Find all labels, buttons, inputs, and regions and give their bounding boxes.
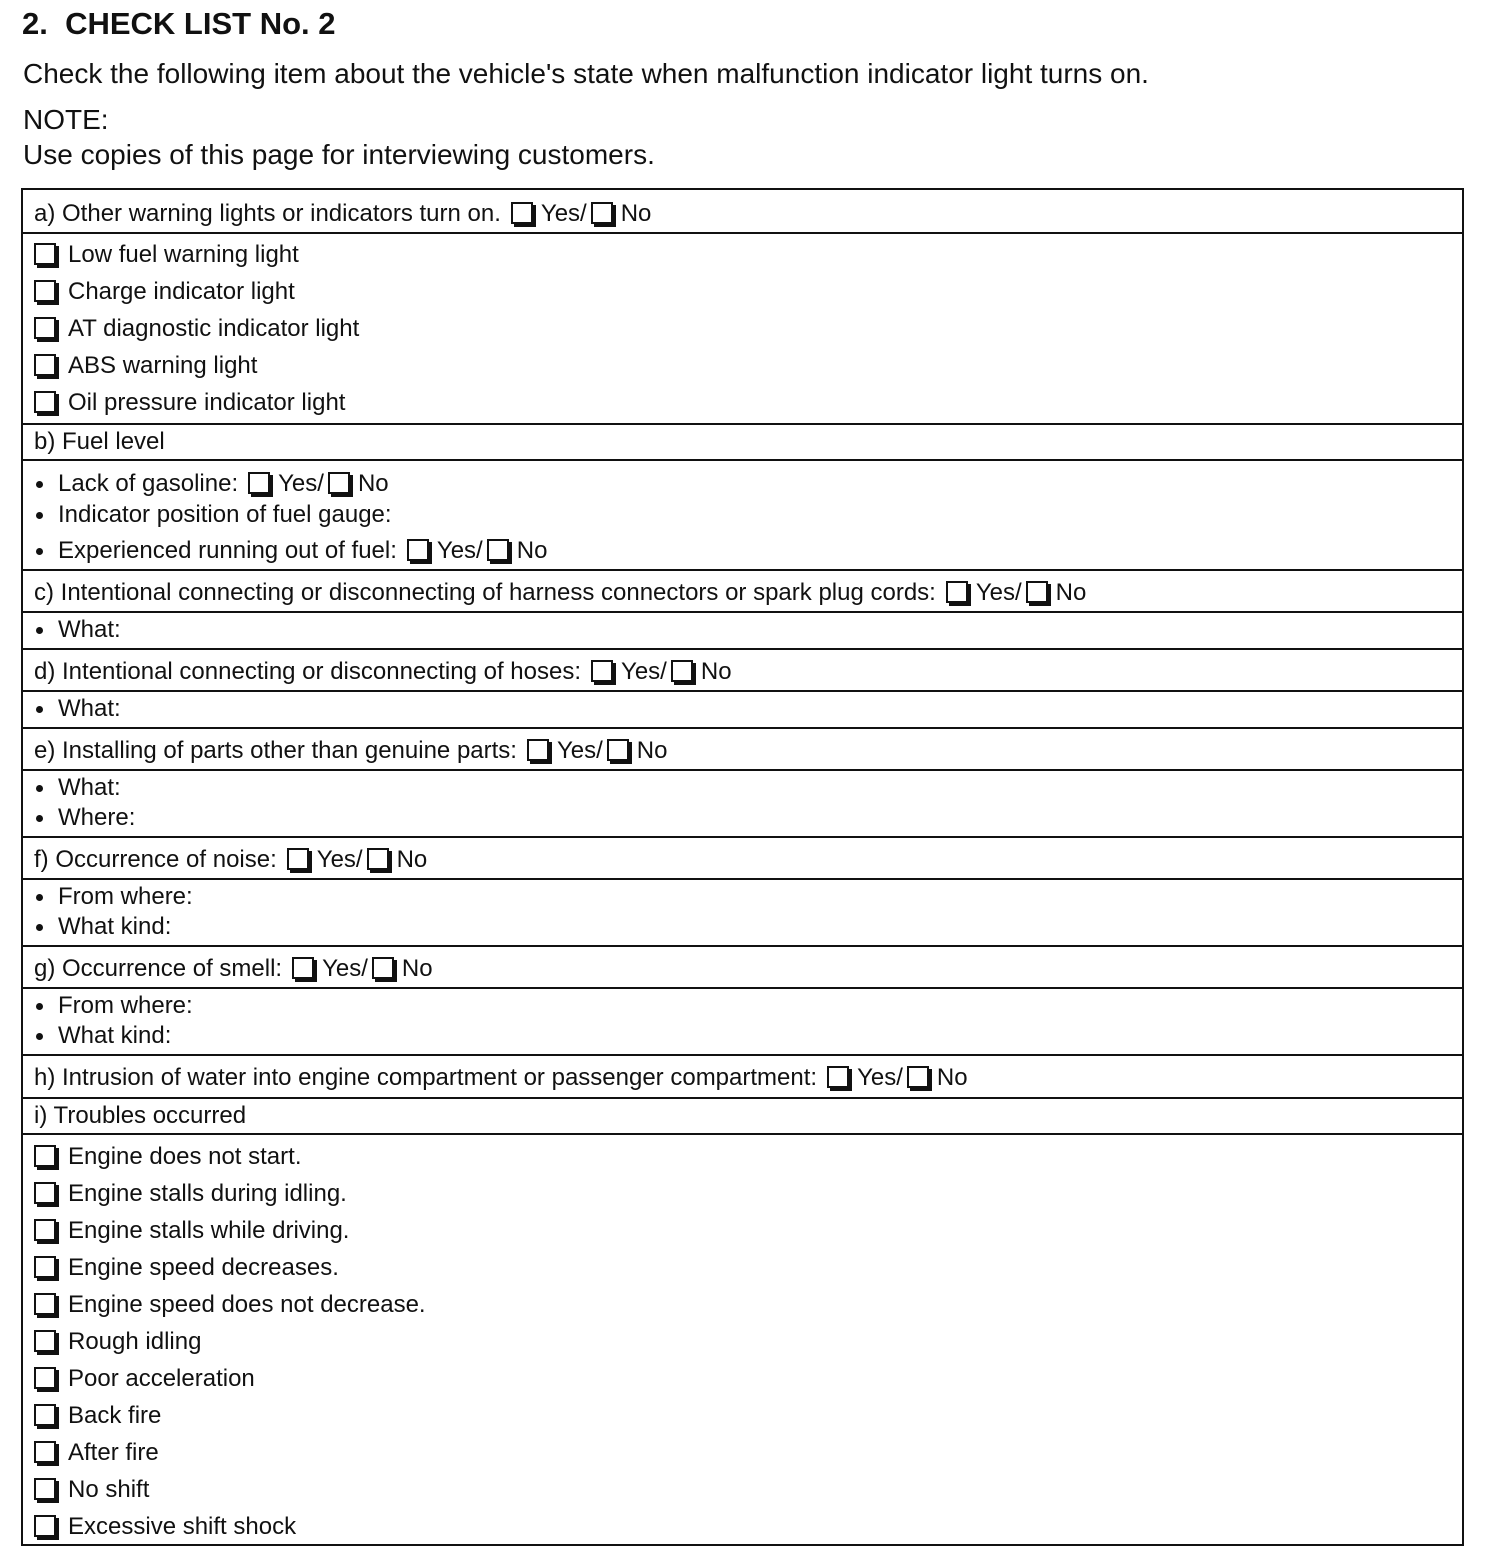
checklist-item: [34, 1439, 159, 1467]
section-e-details: [23, 771, 1462, 838]
checklist-item-label: ABS warning light: [68, 352, 258, 379]
yes-label: Yes/: [621, 658, 667, 685]
checklist-item: [34, 1217, 349, 1245]
section-g-no-checkbox[interactable]: [372, 957, 394, 979]
section-d-details: [23, 692, 1462, 729]
yes-label: Yes/: [436, 537, 483, 564]
section-d-header: [23, 650, 1462, 692]
note-text: Use copies of this page for interviewing customers.: [23, 139, 655, 170]
checklist-item-label: After fire: [68, 1439, 159, 1466]
checklist-item: [34, 1476, 149, 1504]
checklist-item-label: Low fuel warning light: [68, 241, 299, 268]
checklist-item: [34, 1254, 339, 1282]
no-label: No: [357, 470, 389, 497]
checklist-item: [34, 1328, 201, 1356]
section-f-from-where-line: [34, 883, 193, 911]
section-g-question-line: [34, 955, 433, 983]
section-b-items: [23, 461, 1462, 571]
section-c-header: [23, 571, 1462, 613]
bullet-icon: [36, 627, 43, 634]
section-f-yes-checkbox[interactable]: [287, 848, 309, 870]
bullet-icon: [36, 815, 43, 822]
bullet-icon: [36, 512, 43, 519]
bullet-icon: [36, 481, 43, 488]
section-b-heading-line: [34, 428, 165, 456]
section-b-heading: b) Fuel level: [34, 428, 165, 455]
checkbox[interactable]: [34, 1219, 56, 1241]
section-a-header: [23, 190, 1462, 234]
checkbox[interactable]: [34, 1145, 56, 1167]
checklist-item-label: Engine stalls while driving.: [68, 1217, 350, 1244]
fuel-lack-no-checkbox[interactable]: [328, 472, 350, 494]
checklist-item-label: Rough idling: [68, 1328, 202, 1355]
section-f-no-checkbox[interactable]: [367, 848, 389, 870]
fuel-ran-out-yes-checkbox[interactable]: [407, 539, 429, 561]
checkbox[interactable]: [34, 1404, 56, 1426]
checklist-item-label: Engine speed decreases.: [68, 1254, 339, 1281]
checklist-item: [34, 1180, 347, 1208]
section-g-what-kind-line: [34, 1022, 171, 1050]
checkbox[interactable]: [34, 1256, 56, 1278]
checklist-item: [34, 278, 295, 306]
no-label: No: [936, 1064, 968, 1091]
no-label: No: [401, 955, 433, 982]
section-a-items: [23, 234, 1462, 425]
check-list-table: [21, 188, 1464, 1546]
no-label: No: [700, 658, 732, 685]
checklist-item-label: Back fire: [68, 1402, 162, 1429]
checklist-item-label: Oil pressure indicator light: [68, 389, 346, 416]
bullet-icon: [36, 1033, 43, 1040]
checklist-item-label: Engine does not start.: [68, 1143, 302, 1170]
section-a-question-line: [34, 200, 651, 228]
checklist-item: [34, 1143, 301, 1171]
checklist-item-label: No shift: [68, 1476, 150, 1503]
section-c-question-line: [34, 579, 1086, 607]
page-title: 2. CHECK LIST No. 2: [22, 6, 336, 41]
checklist-item-label: AT diagnostic indicator light: [68, 315, 360, 342]
section-f-details: [23, 880, 1462, 947]
bullet-icon: [36, 785, 43, 792]
section-h-yes-checkbox[interactable]: [827, 1066, 849, 1088]
intro-text: Check the following item about the vehicle's state when malfunction indicator light turns on.: [23, 58, 1149, 89]
checklist-item-label: Engine stalls during idling.: [68, 1180, 347, 1207]
section-a-question: a) Other warning lights or indicators turn on.: [34, 200, 501, 227]
section-e-question: e) Installing of parts other than genuine parts:: [34, 737, 517, 764]
no-label: No: [516, 537, 548, 564]
section-f-what-kind-line: [34, 913, 171, 941]
yes-label: Yes/: [278, 470, 324, 497]
section-i-heading: i) Troubles occurred: [34, 1102, 247, 1129]
yes-label: Yes/: [857, 1064, 903, 1091]
section-e-where-label: Where:: [58, 804, 136, 831]
section-d-no-checkbox[interactable]: [671, 660, 693, 682]
checklist-item: [34, 241, 299, 269]
yes-label: Yes/: [540, 200, 587, 227]
fuel-lack-label: Lack of gasoline:: [58, 470, 239, 497]
fuel-ran-out-no-checkbox[interactable]: [487, 539, 509, 561]
no-label: No: [396, 846, 428, 873]
section-g-from-where-line: [34, 992, 193, 1020]
fuel-ran-out-label: Experienced running out of fuel:: [58, 537, 397, 564]
checkbox[interactable]: [34, 1441, 56, 1463]
checkbox[interactable]: [34, 243, 56, 265]
checkbox[interactable]: [34, 354, 56, 376]
checklist-item: [34, 315, 359, 343]
section-i-heading-line: [34, 1102, 246, 1130]
section-d-what-line: [34, 695, 121, 723]
fuel-gauge-label: Indicator position of fuel gauge:: [58, 501, 392, 528]
checklist-item-label: Engine speed does not decrease.: [68, 1291, 426, 1318]
section-c-what-label: What:: [58, 616, 121, 643]
checklist-item-label: Excessive shift shock: [68, 1513, 297, 1540]
checkbox[interactable]: [34, 1330, 56, 1352]
fuel-lack-line: [34, 470, 389, 498]
section-g-what-kind-label: What kind:: [58, 1022, 172, 1049]
bullet-icon: [36, 894, 43, 901]
section-a-no-checkbox[interactable]: [591, 202, 613, 224]
checklist-item: [34, 389, 345, 417]
checklist-item: [34, 1402, 161, 1430]
section-d-question: d) Intentional connecting or disconnecting of hoses:: [34, 658, 582, 685]
yes-label: Yes/: [316, 846, 363, 873]
checklist-item-label: Charge indicator light: [68, 278, 295, 305]
section-h-question-line: [34, 1064, 968, 1092]
checklist-item: [34, 1365, 255, 1393]
bullet-icon: [36, 706, 43, 713]
section-d-what-label: What:: [58, 695, 121, 722]
checkbox[interactable]: [34, 1367, 56, 1389]
checklist-item-label: Poor acceleration: [68, 1365, 255, 1392]
section-g-question: g) Occurrence of smell:: [34, 955, 283, 982]
note-label: NOTE:: [23, 104, 109, 135]
section-h-no-checkbox[interactable]: [907, 1066, 929, 1088]
section-c-question: c) Intentional connecting or disconnecting of harness connectors or spark plug cords:: [34, 579, 936, 606]
section-d-yes-checkbox[interactable]: [591, 660, 613, 682]
section-h-header: [23, 1056, 1462, 1099]
section-i-items: [23, 1135, 1462, 1544]
checklist-item: [34, 352, 257, 380]
fuel-gauge-line: [34, 501, 392, 529]
bullet-icon: [36, 1003, 43, 1010]
checklist-item: [34, 1513, 296, 1541]
section-g-yes-checkbox[interactable]: [292, 957, 314, 979]
yes-label: Yes/: [322, 955, 368, 982]
no-label: No: [620, 200, 652, 227]
section-e-header: [23, 729, 1462, 771]
section-f-question: f) Occurrence of noise:: [34, 846, 277, 873]
section-f-header: [23, 838, 1462, 880]
section-g-from-where-label: From where:: [58, 992, 193, 1019]
checkbox[interactable]: [34, 1182, 56, 1204]
section-c-what-line: [34, 616, 121, 644]
section-e-no-checkbox[interactable]: [607, 739, 629, 761]
checklist-item: [34, 1291, 426, 1319]
section-f-from-where-label: From where:: [58, 883, 193, 910]
section-e-what-label: What:: [58, 774, 121, 801]
bullet-icon: [36, 548, 43, 555]
section-g-details: [23, 989, 1462, 1056]
checkbox[interactable]: [34, 1515, 56, 1537]
section-f-what-kind-label: What kind:: [58, 913, 172, 940]
checkbox[interactable]: [34, 280, 56, 302]
section-f-question-line: [34, 846, 427, 874]
section-i-header: [23, 1099, 1462, 1135]
section-a-yes-checkbox[interactable]: [511, 202, 533, 224]
checkbox[interactable]: [34, 317, 56, 339]
section-h-question: h) Intrusion of water into engine compartment or passenger compartment:: [34, 1064, 818, 1091]
section-e-where-line: [34, 804, 135, 832]
checkbox[interactable]: [34, 1293, 56, 1315]
section-e-yes-checkbox[interactable]: [527, 739, 549, 761]
section-c-yes-checkbox[interactable]: [946, 581, 968, 603]
section-e-what-line: [34, 774, 121, 802]
yes-label: Yes/: [556, 737, 603, 764]
section-c-no-checkbox[interactable]: [1026, 581, 1048, 603]
no-label: No: [636, 737, 668, 764]
yes-label: Yes/: [975, 579, 1022, 606]
no-label: No: [1055, 579, 1087, 606]
section-e-question-line: [34, 737, 667, 765]
section-b-header: [23, 425, 1462, 461]
checkbox[interactable]: [34, 1478, 56, 1500]
section-c-details: [23, 613, 1462, 650]
bullet-icon: [36, 924, 43, 931]
section-g-header: [23, 947, 1462, 989]
fuel-lack-yes-checkbox[interactable]: [248, 472, 270, 494]
section-d-question-line: [34, 658, 732, 686]
checkbox[interactable]: [34, 391, 56, 413]
fuel-ran-out-line: [34, 537, 547, 565]
